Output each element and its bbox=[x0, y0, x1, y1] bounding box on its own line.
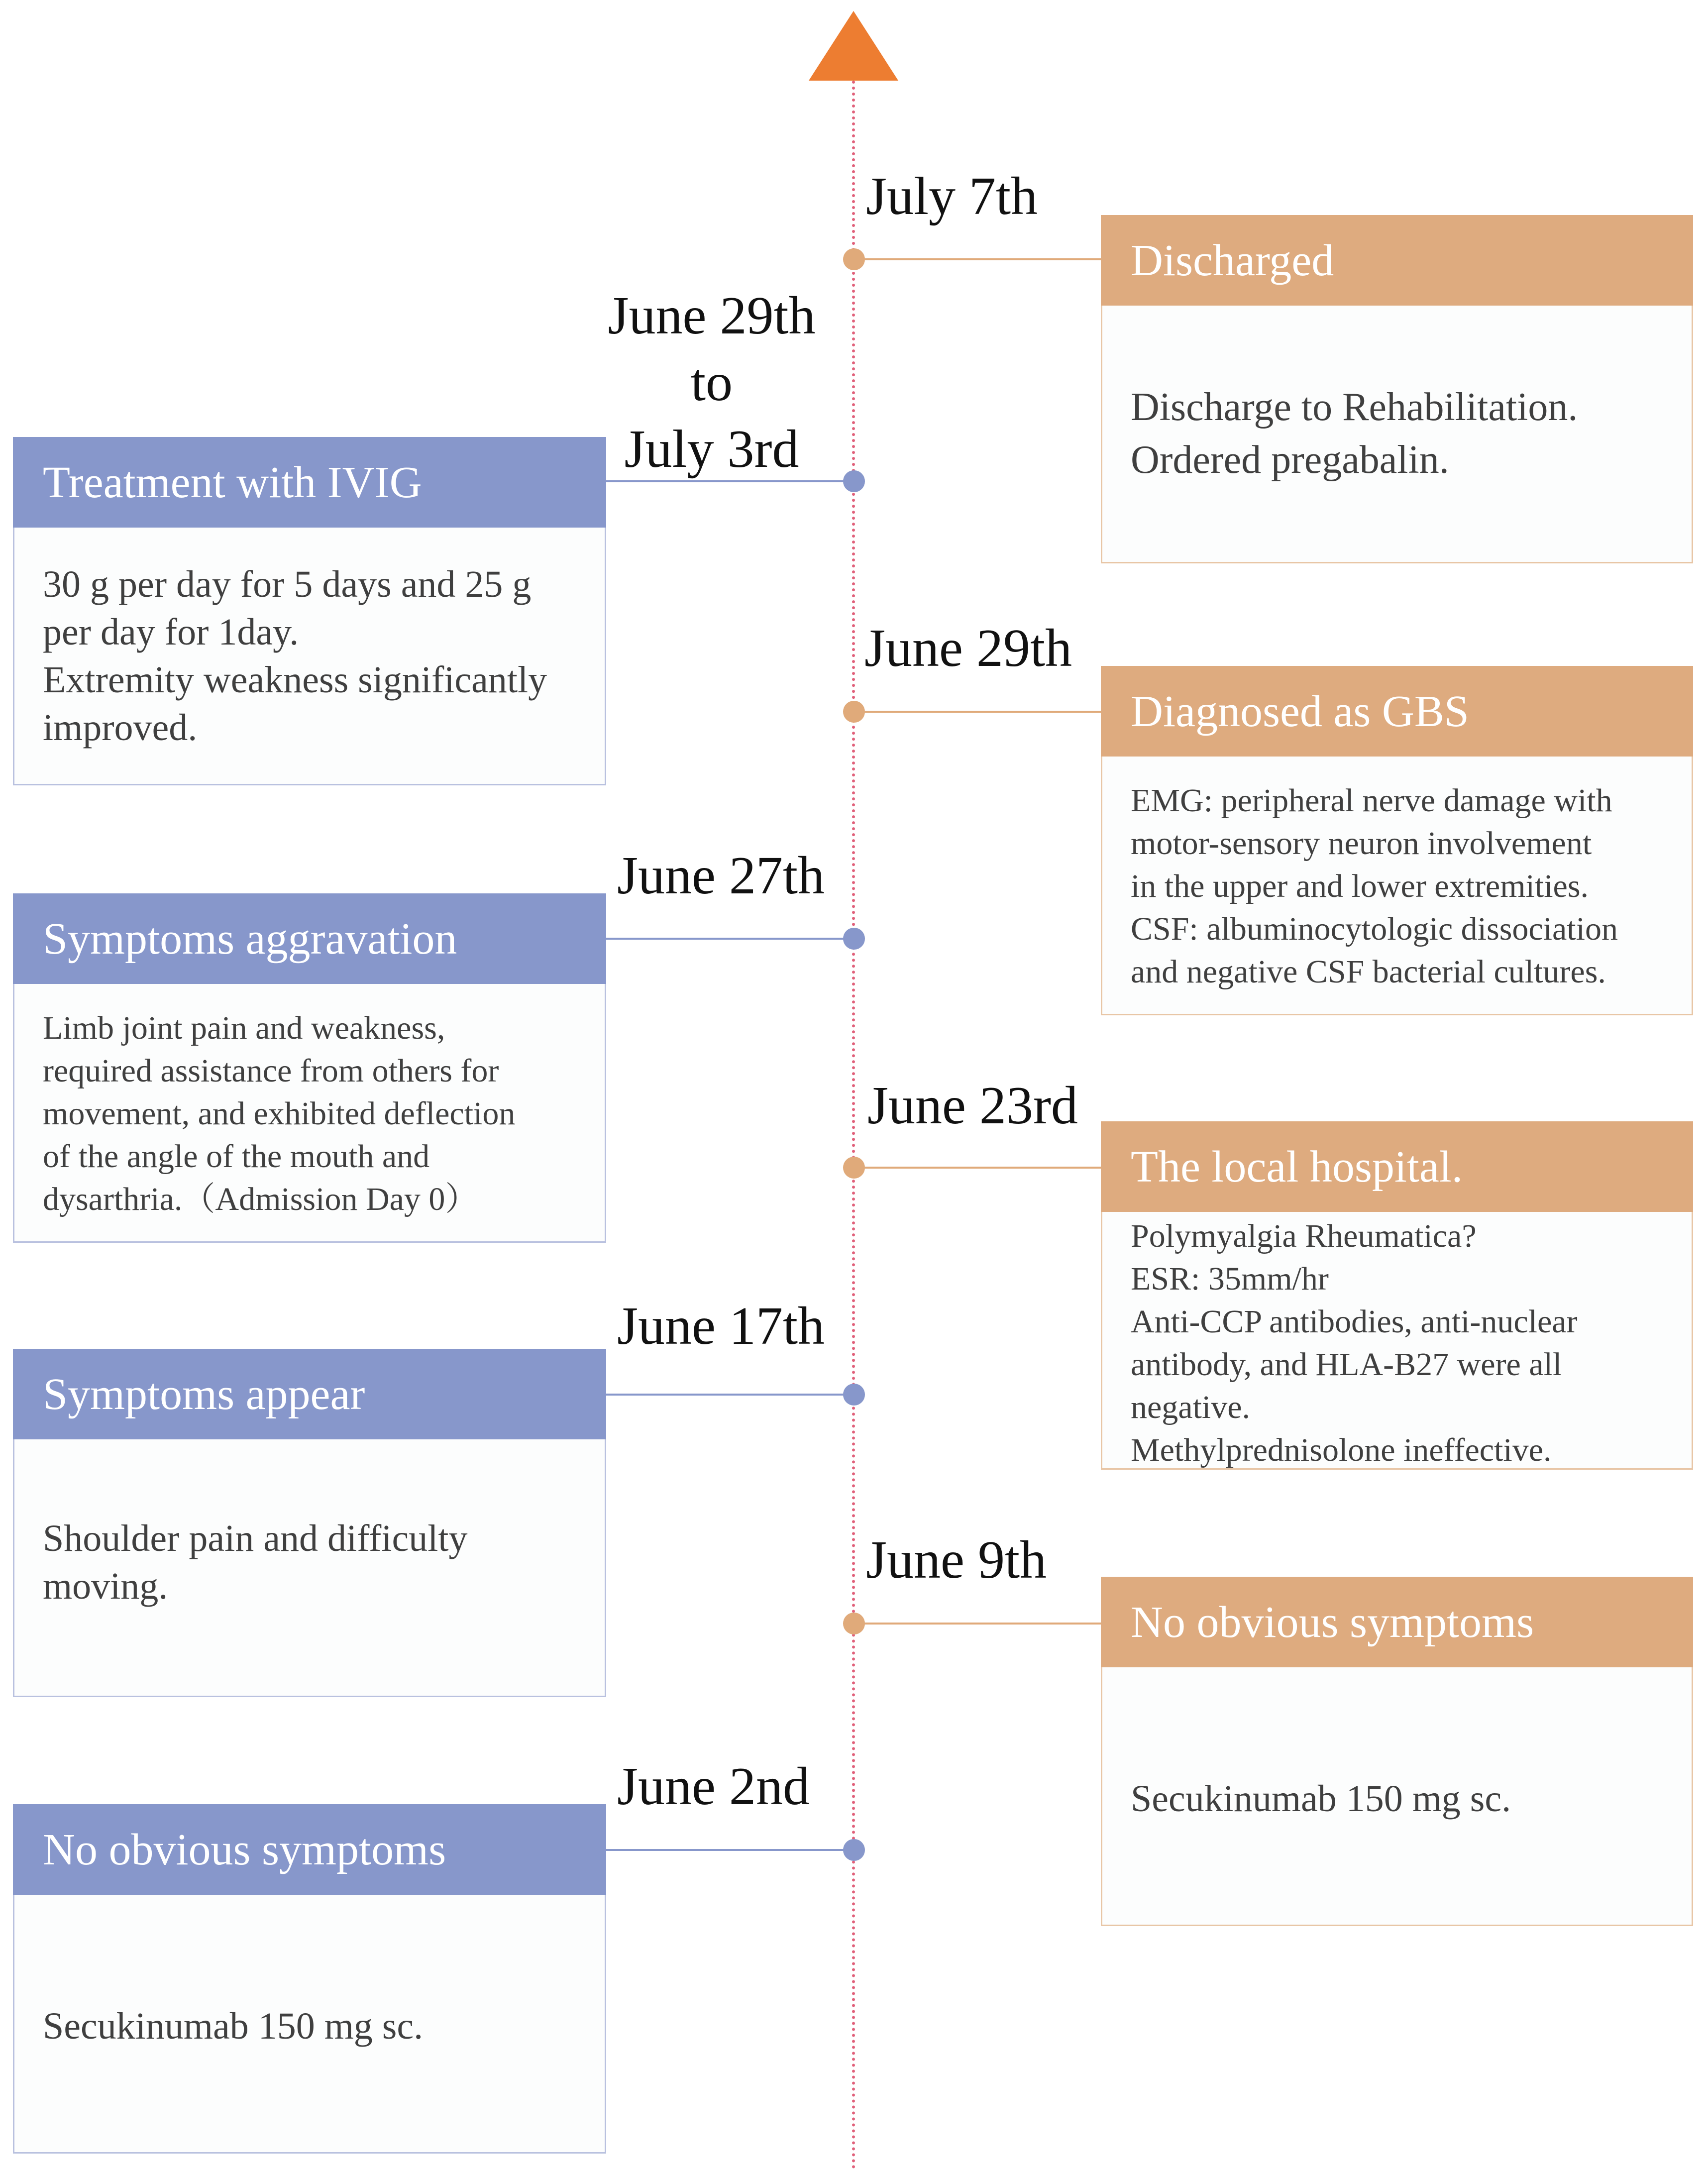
event-title: No obvious symptoms bbox=[1101, 1577, 1693, 1667]
timeline-arrow-icon bbox=[809, 11, 898, 81]
event-card bbox=[13, 893, 606, 1243]
timeline-connector bbox=[605, 1394, 854, 1396]
event-body: 30 g per day for 5 days and 25 g per day for 1day. Extremity weakness significantly improved. bbox=[43, 563, 547, 749]
event-card bbox=[1101, 1577, 1693, 1926]
timeline-connector bbox=[854, 258, 1103, 260]
event-body: Limb joint pain and weakness, required assistance from others for movement, and exhibited deflection of the angle of the mouth and dysarthria.（Admission Day 0） bbox=[43, 1010, 516, 1217]
event-title: No obvious symptoms bbox=[13, 1804, 606, 1895]
timeline-connector bbox=[605, 938, 854, 940]
event-card bbox=[13, 1804, 606, 2154]
timeline-connector bbox=[854, 711, 1103, 713]
event-title: Treatment with IVIG bbox=[13, 437, 606, 528]
event-date: June 17th bbox=[617, 1297, 825, 1356]
timeline-connector bbox=[854, 1623, 1103, 1625]
event-body: Shoulder pain and difficulty moving. bbox=[43, 1518, 468, 1607]
event-body: EMG: peripheral nerve damage with motor-sensory neuron involvement in the upper and lower extremities. CSF: albuminocytologic dissociation and negative CSF bacterial cultures. bbox=[1131, 782, 1618, 990]
event-body: Discharge to Rehabilitation. Ordered pregabalin. bbox=[1131, 385, 1578, 482]
event-date: June 2nd bbox=[617, 1757, 810, 1816]
event-body: Secukinumab 150 mg sc. bbox=[1131, 1778, 1511, 1820]
timeline-connector bbox=[605, 1849, 854, 1851]
event-body: Secukinumab 150 mg sc. bbox=[43, 2005, 424, 2047]
event-title: Symptoms aggravation bbox=[13, 893, 606, 984]
event-date: June 29th bbox=[864, 619, 1072, 678]
timeline-connector bbox=[854, 1167, 1103, 1169]
event-title: Discharged bbox=[1101, 215, 1693, 306]
event-body: Polymyalgia Rheumatica? ESR: 35mm/hr Anti-CCP antibodies, anti-nuclear antibody, and HLA-B27 were all negative. Methylprednisolone ineffective. bbox=[1131, 1218, 1578, 1468]
event-date: June 29th to July 3rd bbox=[608, 286, 816, 479]
event-card bbox=[1101, 1121, 1693, 1470]
event-date: June 27th bbox=[617, 846, 825, 905]
event-card bbox=[1101, 215, 1693, 563]
event-date: July 7th bbox=[866, 167, 1038, 226]
event-title: Diagnosed as GBS bbox=[1101, 666, 1693, 757]
event-date: June 23rd bbox=[867, 1076, 1078, 1135]
event-date: June 9th bbox=[866, 1530, 1047, 1590]
event-card bbox=[13, 437, 606, 785]
event-card bbox=[13, 1349, 606, 1697]
event-title: Symptoms appear bbox=[13, 1349, 606, 1439]
event-title: The local hospital. bbox=[1101, 1121, 1693, 1212]
event-card bbox=[1101, 666, 1693, 1015]
